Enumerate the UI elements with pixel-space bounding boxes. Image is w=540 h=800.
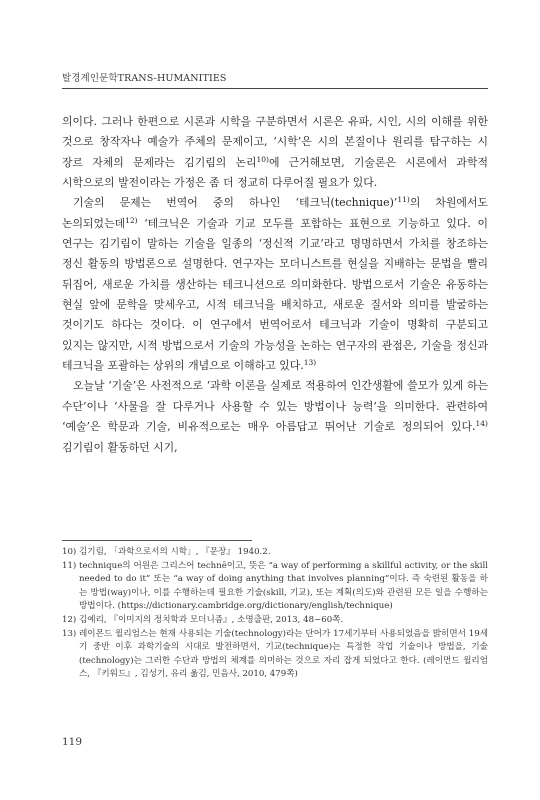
- footnote-ref-12[interactable]: 12): [125, 215, 138, 225]
- footnote-text: technique의 어원은 그리스어 technē이고, 뜻은 “a way of performing a skillful activity, or the skill needed to do it” 또는 “a way of doing anything that involves planning”이다. 즉 숙련된 활동을 하는 방법(way)이나, 이를 수행하는데 필요한 기술(skill, 기교), 또는 계획(의도)와 관련된 모든 일을 수행하는 방법이다. (https://dictionary.cambridge.org/dictionary/english/technique): [79, 561, 488, 611]
- footnote-rule: [62, 540, 252, 541]
- paragraph-text: 의이다. 그러나 한편으로 시론과 시학을 구분하면서 시론은 유파, 시인, 시의 이해를 위한 것으로 창작자나 예술가 주체의 문제이고, ‘시학’은 시의 본질이나 원리를 탐구하는 시 장르 자체의 문제라는 김기림의 논리: [62, 115, 488, 169]
- paragraph-text: 에 근거해보면, 기술론은 시론에서 과학적 시학으로의 발전이라는 가정은 좀 더 정교히 다루어질 필요가 있다.: [62, 155, 488, 190]
- footnote-text: 레이몬드 윌리엄스는 현재 사용되는 기술(technology)라는 단어가 17세기부터 사용되었음을 밝히면서 19세기 중반 이후 과학기술의 시대로 발전하면서, 기교(technique)는 특정한 작업 기술이나 방법을, 기술(technology)는 그러한 수단과 방법의 체계를 의미하는 것으로 자리 잡게 되었다고 한다. (레이먼드 윌리엄스, 『키워드』, 김성기, 유리 옮김, 민음사, 2010, 479쪽): [79, 629, 488, 679]
- footnote-ref-14[interactable]: 14): [475, 419, 488, 429]
- footnote-ref-10[interactable]: 10): [256, 154, 269, 164]
- footnote-number: 12): [62, 615, 77, 626]
- footnote-item: [62, 560, 488, 613]
- footnotes: [62, 546, 488, 682]
- footnote-item: [62, 614, 488, 627]
- footnote-number: 11): [62, 561, 77, 572]
- body-text: [62, 112, 488, 458]
- header-rule: [62, 88, 488, 89]
- footnote-ref-11[interactable]: 11): [397, 195, 410, 205]
- footnote-item: [62, 546, 488, 559]
- running-header: 탈경계인문학TRANS-HUMANITIES: [62, 73, 227, 84]
- footnote-ref-13[interactable]: 13): [303, 358, 317, 368]
- paragraph-text: 기술의 문제는 번역어 중의 하나인 ‘테크닉(technique)’: [73, 196, 398, 210]
- paragraph-text: ‘테크닉은 기술과 기교 모두를 포함하는 표현으로 기능하고 있다. 이 연구는 김기림이 말하는 기술을 일종의 ‘정신적 기교’라고 명명하면서 가치를 창조하는 정신 활동의 방법론으로 설명한다. 연구자는 모더니스트를 현실을 지배하는 문법을 빨리 뒤집어, 새로운 가치를 생산하는 테크니션으로 의미화한다. 방법으로서 기술은 유동하는 현실 앞에 문학을 맞세우고, 시적 테크닉을 배치하고, 새로운 질서와 의미를 발굴하는 것이기도 하다는 것이다. 이 연구에서 번역어로서 테크닉과 기술이 명확히 구분되고 있지는 않지만, 시적 방법으로서 기술의 가능성을 논하는 연구자의 관점은, 기술을 정신과 테크닉을 포괄하는 상위의 개념으로 이해하고 있다.: [62, 216, 488, 373]
- page-number: 119: [62, 736, 83, 748]
- paragraph-text: 오늘날 ‘기술’은 사전적으로 ‘과학 이론을 실제로 적용하여 인간생활에 쓸모가 있게 하는 수단’이나 ‘사물을 잘 다루거나 사용할 수 있는 방법이나 능력’을 의미한다. 관련하여 ‘예술’은 학문과 기술, 비유적으로는 매우 아름답고 뛰어난 기술로 정의되어 있다.: [62, 379, 488, 434]
- paragraph-2: [62, 193, 488, 376]
- paragraph-text: 의 차원에서도 논의되었는데: [62, 196, 488, 230]
- footnote-number: 10): [62, 547, 77, 557]
- paragraph-3: [62, 376, 488, 457]
- footnote-item: [62, 628, 488, 681]
- paragraph-1: [62, 112, 488, 193]
- footnote-number: 13): [62, 629, 77, 640]
- footnote-text: 김기림, 「과학으로서의 시학」, 『문장』 1940.2.: [79, 547, 271, 557]
- paragraph-text: 김기림이 활동하던 시기,: [62, 440, 178, 454]
- footnote-text: 김예리, 『이미지의 정치학과 모더니즘』, 소명출판, 2013, 48~60쪽.: [79, 615, 344, 626]
